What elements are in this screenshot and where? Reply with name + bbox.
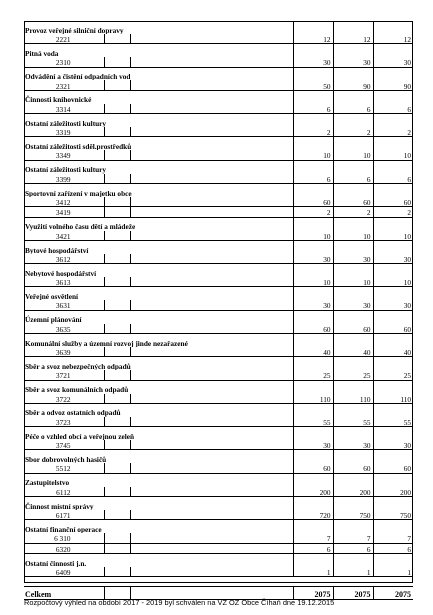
value-2018: 2 [333,207,373,217]
paragraph-row [24,254,413,264]
empty-cell [373,520,413,533]
paragraph-code: 6320 [24,543,104,553]
empty-cell [333,403,373,416]
section-title: Sportovní zařízení v majetku obce [25,188,132,197]
paragraph-code: 3349 [24,150,104,160]
empty-cell [104,104,130,114]
empty-cell [373,67,413,80]
section-header-row [24,380,413,393]
empty-cell [130,417,293,427]
empty-cell [373,264,413,277]
section-title: Ostatní finanční operace [25,524,102,534]
empty-cell [333,264,373,277]
empty-cell [24,577,413,587]
value-2018: 40 [333,347,373,357]
empty-cell [373,90,413,103]
empty-cell [104,80,130,90]
empty-cell [130,127,293,137]
empty-cell [104,57,130,67]
empty-cell [373,44,413,57]
section-title: Činnosti knihovnické [25,95,92,104]
section-title: Ostatní činnosti j.n. [25,558,87,567]
value-2017: 2 [293,127,333,137]
value-2018: 30 [333,57,373,67]
empty-cell [293,450,333,463]
empty-cell [130,150,293,160]
empty-cell [333,160,373,173]
empty-cell [130,463,293,473]
empty-cell [333,21,373,34]
section-title: Ostatní záležitosti sděl.prostředků [25,142,132,151]
paragraph-code: 5512 [24,463,104,473]
value-2017: 6 [293,543,333,553]
section-title: Pitná voda [25,48,59,58]
value-2017: 200 [293,487,333,497]
value-2018: 60 [333,197,373,207]
empty-cell [373,334,413,347]
section-title: Komunální služby a územní rozvoj jinde nezařazené [25,338,188,347]
empty-cell [373,310,413,323]
empty-cell [293,403,333,416]
empty-cell [333,114,373,127]
empty-cell [373,357,413,370]
paragraph-code: 3745 [24,440,104,450]
section-title: Sběr a svoz komunálních odpadů [25,385,129,394]
paragraph-row [24,510,413,520]
section-header-row [24,357,413,370]
empty-cell [130,440,293,450]
paragraph-row [24,300,413,310]
empty-cell [293,427,333,440]
empty-cell [333,217,373,230]
section-header-row [24,44,413,57]
value-2019: 55 [373,417,413,427]
empty-cell [293,553,333,566]
value-2017: 25 [293,370,333,380]
section-header-row [24,553,413,566]
empty-cell [333,450,373,463]
section-title: Péče o vzhled obcí a veřejnou zeleň [25,431,135,441]
paragraph-row [24,543,413,553]
paragraph-row [24,417,413,427]
empty-cell [333,497,373,510]
empty-cell [373,473,413,486]
section-header-row [24,520,413,533]
empty-cell [104,127,130,137]
empty-cell [130,104,293,114]
value-2019: 30 [373,440,413,450]
empty-cell [130,370,293,380]
value-2019: 30 [373,300,413,310]
empty-cell [104,277,130,287]
empty-cell [333,553,373,566]
section-title: Územní plánování [25,315,82,324]
section-header-row [24,473,413,486]
section-header-row [24,217,413,230]
value-2018: 2 [333,127,373,137]
empty-cell [293,380,333,393]
paragraph-code: 3631 [24,300,104,310]
budget-table [24,21,413,600]
empty-cell [293,21,333,34]
empty-cell [293,67,333,80]
paragraph-code: 3419 [24,207,104,217]
empty-cell [104,543,130,553]
value-2018: 110 [333,394,373,404]
paragraph-code: 2321 [24,80,104,90]
empty-cell [333,67,373,80]
budget-table-body [24,21,413,600]
value-2017: 40 [293,347,333,357]
section-header-row [24,240,413,253]
empty-cell [104,394,130,404]
empty-cell [373,217,413,230]
empty-cell [104,300,130,310]
empty-cell [373,497,413,510]
value-2018: 30 [333,440,373,450]
value-2017: 30 [293,300,333,310]
section-title: Veřejné osvětlení [25,292,79,301]
empty-cell [293,473,333,486]
total-label: Celkem [24,587,104,600]
value-2019: 2 [373,207,413,217]
paragraph-code: 6409 [24,567,104,577]
section-title: Využití volného času dětí a mládeže [25,222,136,231]
paragraph-row [24,370,413,380]
empty-cell [373,183,413,196]
empty-cell [333,520,373,533]
paragraph-code: 6 310 [24,533,104,543]
section-title: Nebytové hospodářství [25,268,97,278]
empty-cell [104,231,130,241]
empty-cell [373,137,413,150]
empty-cell [333,183,373,196]
section-header-row [24,403,413,416]
empty-cell [333,287,373,300]
empty-cell [130,231,293,241]
value-2018: 30 [333,254,373,264]
value-2018: 90 [333,80,373,90]
empty-cell [373,287,413,300]
value-2019: 7 [373,533,413,543]
empty-cell [130,324,293,334]
empty-cell [130,207,293,217]
empty-cell [104,487,130,497]
empty-cell [104,254,130,264]
value-2019: 10 [373,150,413,160]
section-title: Bytové hospodářství [25,245,89,254]
value-2019: 6 [373,543,413,553]
value-2019: 10 [373,231,413,241]
section-header-row [24,287,413,300]
paragraph-row [24,533,413,543]
value-2018: 6 [333,104,373,114]
empty-cell [130,567,293,577]
value-2018: 25 [333,370,373,380]
total-2018: 2075 [333,587,373,600]
value-2017: 1 [293,567,333,577]
value-2018: 200 [333,487,373,497]
paragraph-code: 3399 [24,174,104,184]
empty-cell [104,207,130,217]
empty-cell [130,300,293,310]
paragraph-code: 6112 [24,487,104,497]
empty-cell [373,380,413,393]
paragraph-row [24,231,413,241]
paragraph-row [24,277,413,287]
paragraph-code: 3319 [24,127,104,137]
value-2017: 10 [293,277,333,287]
empty-cell [333,380,373,393]
section-title: Činnost místní správy [25,501,94,510]
empty-cell [130,197,293,207]
value-2018: 10 [333,231,373,241]
empty-cell [104,440,130,450]
empty-cell [333,334,373,347]
empty-cell [293,334,333,347]
empty-cell [373,160,413,173]
empty-cell [130,254,293,264]
section-title: Ostatní záležitosti kultury [25,118,107,128]
value-2017: 55 [293,417,333,427]
empty-cell [333,310,373,323]
section-title: Sběr a odvoz ostatních odpadů [25,408,121,417]
paragraph-row [24,347,413,357]
value-2018: 30 [333,300,373,310]
paragraph-code: 6171 [24,510,104,520]
paragraph-code: 2310 [24,57,104,67]
value-2017: 10 [293,231,333,241]
empty-cell [293,114,333,127]
empty-cell [130,174,293,184]
value-2018: 6 [333,543,373,553]
paragraph-code: 3314 [24,104,104,114]
empty-cell [130,533,293,543]
value-2017: 30 [293,440,333,450]
paragraph-row [24,394,413,404]
empty-cell [104,324,130,334]
value-2018: 55 [333,417,373,427]
paragraph-code: 3613 [24,277,104,287]
empty-cell [130,277,293,287]
paragraph-row [24,487,413,497]
value-2017: 12 [293,34,333,44]
empty-cell [293,357,333,370]
total-2019: 2075 [373,587,413,600]
value-2019: 200 [373,487,413,497]
section-header-row [24,90,413,103]
empty-cell [293,310,333,323]
paragraph-code: 2221 [24,34,104,44]
empty-cell [373,450,413,463]
empty-cell [130,510,293,520]
value-2019: 90 [373,80,413,90]
value-2017: 720 [293,510,333,520]
value-2019: 30 [373,254,413,264]
paragraph-code: 3412 [24,197,104,207]
empty-cell [333,90,373,103]
value-2019: 1 [373,567,413,577]
empty-cell [373,403,413,416]
empty-cell [130,347,293,357]
empty-cell [104,174,130,184]
empty-cell [293,264,333,277]
paragraph-code: 3635 [24,324,104,334]
value-2018: 1 [333,567,373,577]
empty-cell [333,137,373,150]
section-title: Zastupitelstvo [25,478,70,487]
section-title: Odvádění a čistění odpadních vod [25,72,131,81]
paragraph-row [24,104,413,114]
section-title: Provoz veřejné silniční dopravy [25,25,124,34]
empty-cell [130,34,293,44]
section-header-row [24,21,413,34]
section-title: Sbor dobrovolných hasičů [25,455,107,464]
empty-cell [373,240,413,253]
value-2017: 50 [293,80,333,90]
value-2018: 10 [333,277,373,287]
approval-note: Rozpočtový výhled na období 2017 - 2019 byl schválen na VZ OZ Obce Číhaň dne 19.12.2015 [24,598,335,607]
empty-cell [104,463,130,473]
paragraph-code: 3639 [24,347,104,357]
value-2018: 60 [333,463,373,473]
value-2019: 6 [373,174,413,184]
paragraph-row [24,463,413,473]
value-2017: 60 [293,324,333,334]
value-2017: 60 [293,463,333,473]
paragraph-row [24,34,413,44]
value-2017: 30 [293,57,333,67]
paragraph-row [24,567,413,577]
paragraph-row [24,207,413,217]
value-2019: 6 [373,104,413,114]
value-2017: 30 [293,254,333,264]
empty-cell [293,137,333,150]
empty-cell [293,44,333,57]
value-2019: 30 [373,57,413,67]
value-2018: 10 [333,150,373,160]
empty-cell [104,510,130,520]
paragraph-code: 3722 [24,394,104,404]
empty-cell [333,240,373,253]
value-2018: 750 [333,510,373,520]
section-header-row [24,497,413,510]
empty-cell [104,533,130,543]
empty-cell [293,183,333,196]
empty-cell [293,90,333,103]
paragraph-row [24,150,413,160]
value-2019: 60 [373,324,413,334]
section-title: Sběr a svoz nebezpečných odpadů [25,361,131,371]
empty-cell [293,287,333,300]
paragraph-code: 3421 [24,231,104,241]
paragraph-code: 3612 [24,254,104,264]
empty-cell [293,497,333,510]
paragraph-code: 3721 [24,370,104,380]
value-2019: 110 [373,394,413,404]
value-2018: 6 [333,174,373,184]
section-header-row [24,264,413,277]
spacer-row [24,577,413,587]
empty-cell [104,197,130,207]
value-2019: 25 [373,370,413,380]
value-2019: 12 [373,34,413,44]
empty-cell [130,80,293,90]
empty-cell [373,553,413,566]
value-2019: 750 [373,510,413,520]
empty-cell [104,150,130,160]
empty-cell [373,21,413,34]
value-2019: 60 [373,463,413,473]
value-2019: 10 [373,277,413,287]
empty-cell [104,417,130,427]
value-2019: 2 [373,127,413,137]
empty-cell [333,44,373,57]
empty-cell [104,34,130,44]
empty-cell [333,357,373,370]
paragraph-row [24,324,413,334]
total-2017: 2075 [293,587,333,600]
paragraph-row [24,197,413,207]
value-2017: 110 [293,394,333,404]
value-2017: 2 [293,207,333,217]
paragraph-row [24,174,413,184]
paragraph-row [24,80,413,90]
section-header-row [24,310,413,323]
empty-cell [373,427,413,440]
value-2019: 60 [373,197,413,207]
section-header-row [24,137,413,150]
empty-cell [104,347,130,357]
value-2017: 10 [293,150,333,160]
paragraph-row [24,57,413,67]
empty-cell [293,217,333,230]
empty-cell [104,567,130,577]
empty-cell [130,394,293,404]
empty-cell [293,520,333,533]
section-header-row [24,114,413,127]
paragraph-row [24,440,413,450]
paragraph-row [24,127,413,137]
section-header-row [24,67,413,80]
paragraph-code: 3723 [24,417,104,427]
value-2018: 12 [333,34,373,44]
section-header-row [24,183,413,196]
empty-cell [130,543,293,553]
section-header-row [24,427,413,440]
value-2017: 60 [293,197,333,207]
empty-cell [333,427,373,440]
empty-cell [130,57,293,67]
section-header-row [24,160,413,173]
value-2018: 7 [333,533,373,543]
value-2017: 6 [293,104,333,114]
value-2017: 7 [293,533,333,543]
section-header-row [24,450,413,463]
empty-cell [293,160,333,173]
empty-cell [373,114,413,127]
section-header-row [24,334,413,347]
empty-cell [293,240,333,253]
empty-cell [130,487,293,497]
empty-cell [104,370,130,380]
value-2019: 40 [373,347,413,357]
value-2017: 6 [293,174,333,184]
empty-cell [333,473,373,486]
section-title: Ostatní záležitosti kultury [25,165,107,174]
value-2018: 60 [333,324,373,334]
